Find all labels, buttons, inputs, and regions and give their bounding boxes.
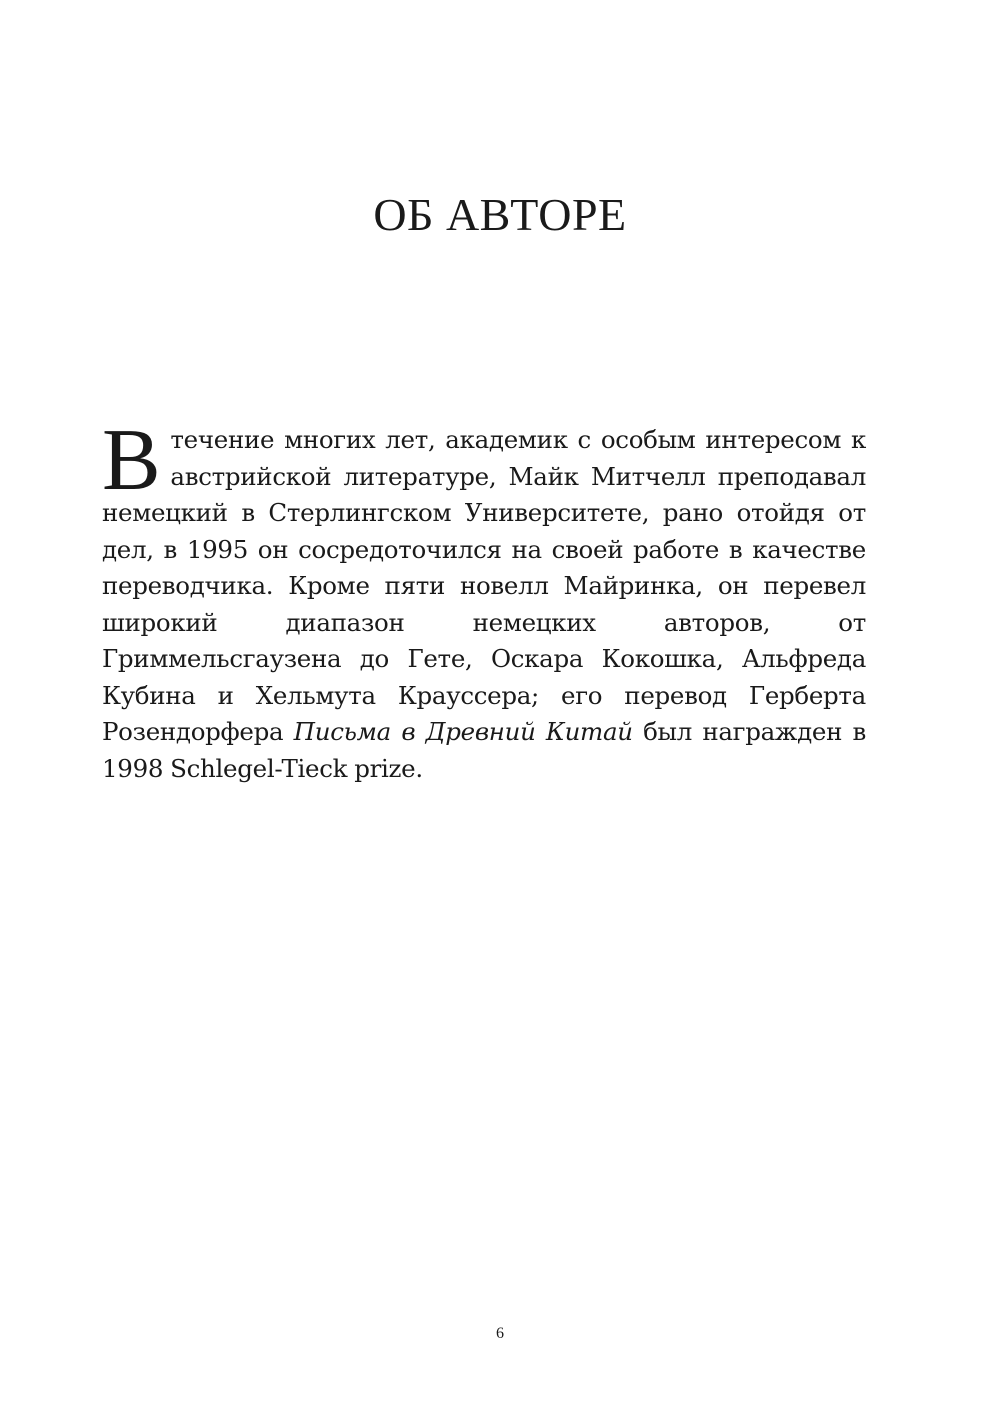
bio-text-part-1: течение многих лет, академик с особым интересом к австрийской литературе, Майк Митчелл преподавал немецкий в Стерлингском Университете, рано отойдя от дел, в 1995 он сосредоточился на своей работе в качестве переводчика. Кроме пяти новелл Майринка, он перевел широкий диапазон немецких авторов, от Гриммельсгаузена до Гете, Оскара Кокошка, Альфреда Кубина и Хельмута Крауссера; его перевод Герберта Розендорфера xyxy=(102,425,866,746)
page-heading: ОБ АВТОРЕ xyxy=(373,189,627,240)
bio-text-part-2: был награжден в 1998 Schlegel-Tieck prize. xyxy=(102,717,866,783)
author-bio-paragraph xyxy=(102,412,866,787)
page-number: 6 xyxy=(496,1325,504,1342)
drop-cap-letter: В xyxy=(102,412,161,509)
book-title-italic: Письма в Древний Китай xyxy=(293,717,633,746)
